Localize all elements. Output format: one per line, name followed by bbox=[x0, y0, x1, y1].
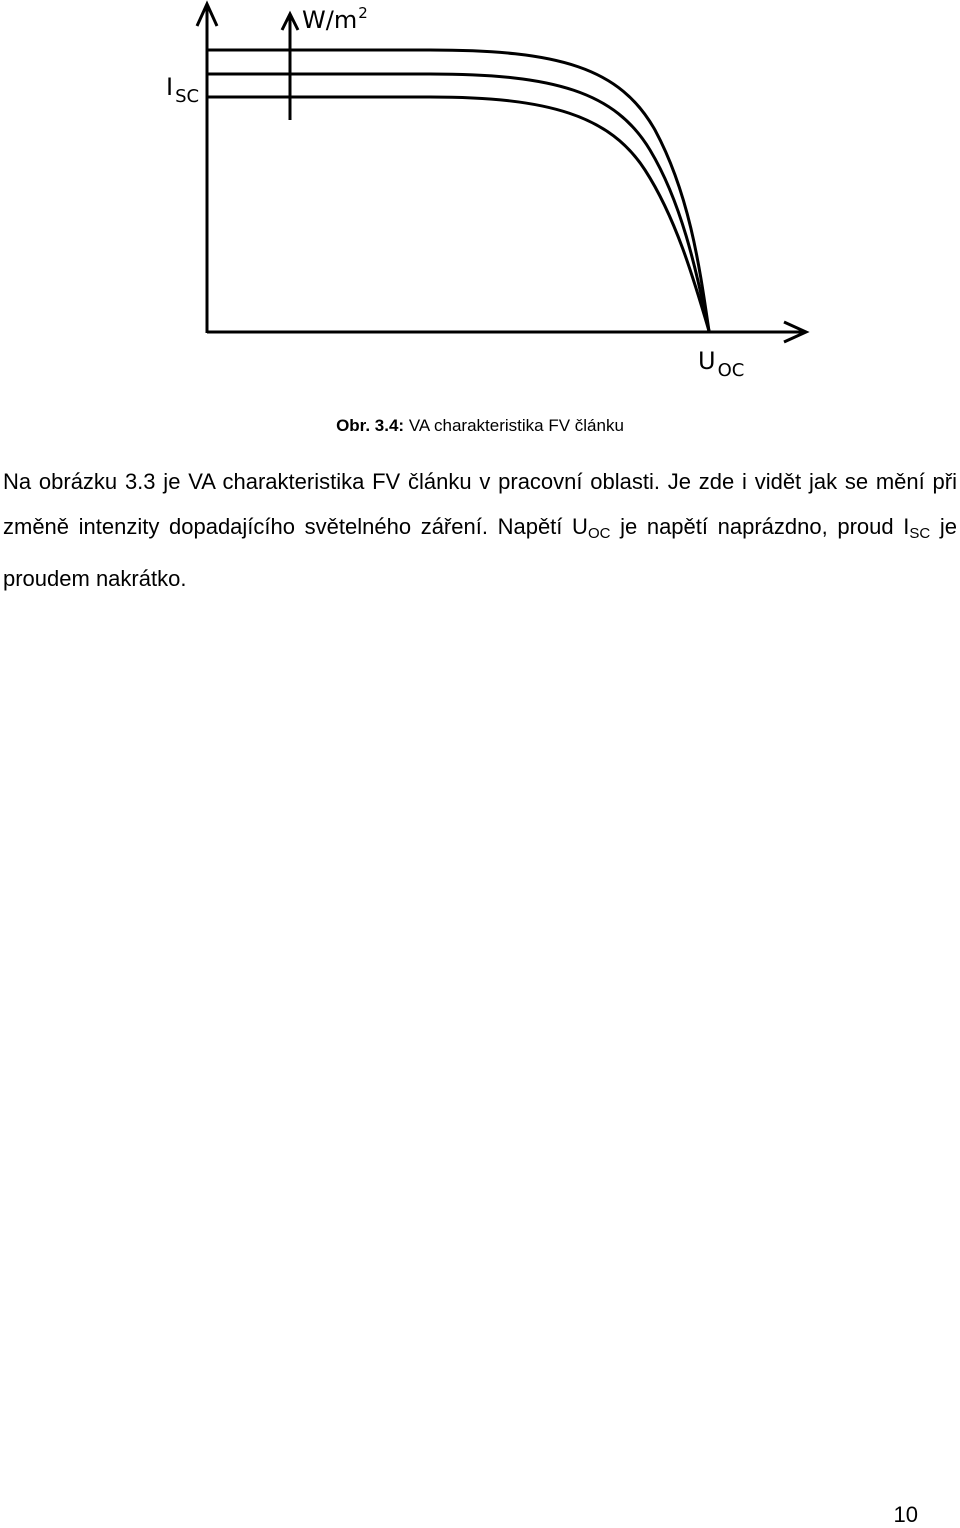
body-paragraph: Na obrázku 3.3 je VA charakteristika FV článku v pracovní oblasti. Je zde i vidět jak se mění při změně intenzity dopadajícího světelného záření. Napětí UOC je napětí naprázdno, proud ISC je proudem nakrátko. bbox=[3, 469, 957, 591]
page-number: 10 bbox=[893, 1502, 918, 1527]
va-curve-low bbox=[207, 97, 709, 331]
irradiance-label: $W/m^2$ bbox=[302, 4, 368, 34]
uoc-axis-label: U $_{OC}$ bbox=[698, 347, 745, 381]
isc-axis-label: I $_{SC}$ bbox=[166, 73, 200, 107]
va-curve-medium bbox=[207, 74, 709, 331]
va-curve-high bbox=[207, 50, 709, 331]
figure-caption bbox=[0, 416, 960, 436]
caption-text: VA charakteristika FV článku bbox=[404, 416, 624, 435]
caption-label: Obr. 3.4: bbox=[336, 416, 405, 435]
va-characteristic-figure bbox=[0, 0, 960, 400]
